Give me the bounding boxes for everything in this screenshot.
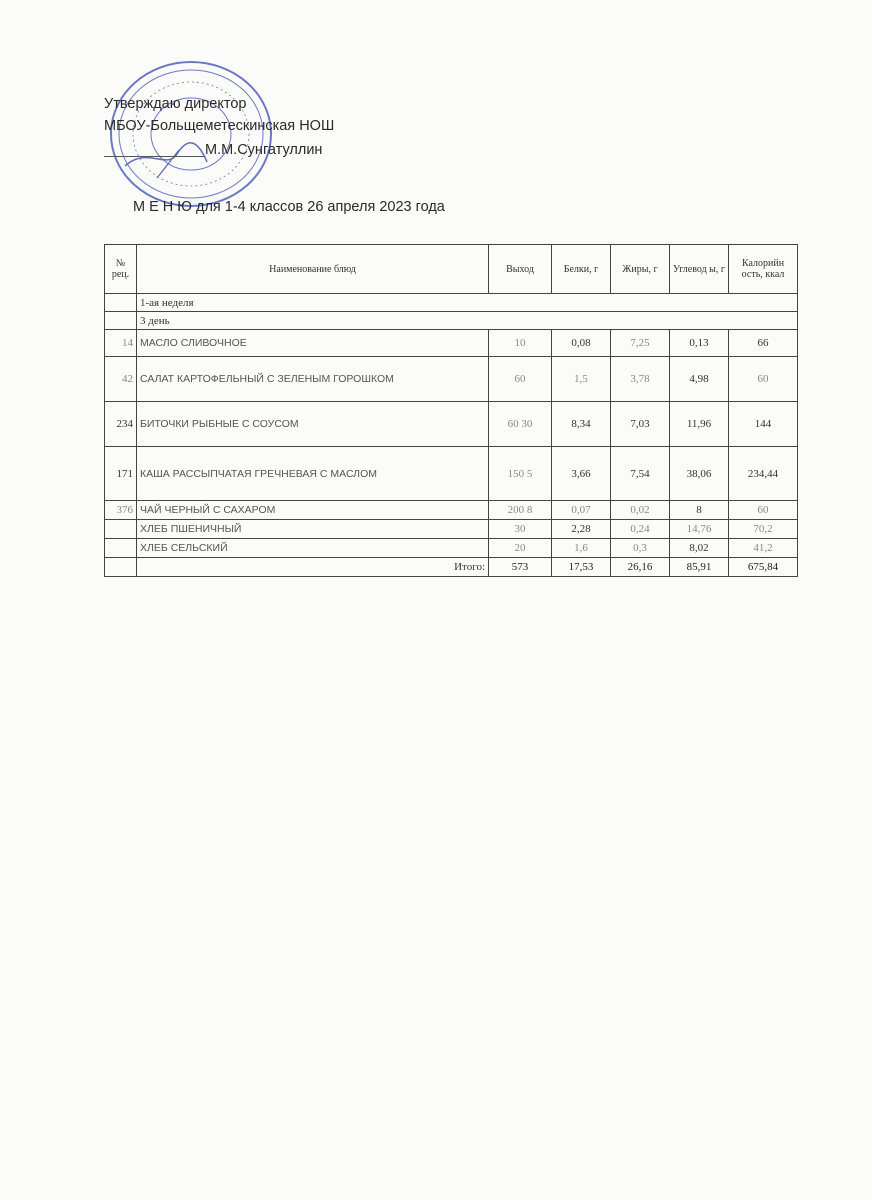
table-row xyxy=(105,330,798,357)
page-title: М Е Н Ю для 1-4 классов 26 апреля 2023 года xyxy=(133,199,445,215)
calories-value: 41,2 xyxy=(729,539,798,558)
total-row xyxy=(105,558,798,577)
carbs-value: 0,13 xyxy=(670,330,729,357)
dish-name: ХЛЕБ СЕЛЬСКИЙ xyxy=(137,539,489,558)
fat-value: 3,78 xyxy=(611,357,670,402)
carbs-value: 11,96 xyxy=(670,402,729,447)
dish-name: САЛАТ КАРТОФЕЛЬНЫЙ С ЗЕЛЕНЫМ ГОРОШКОМ xyxy=(137,357,489,402)
dish-name: ЧАЙ ЧЕРНЫЙ С САХАРОМ xyxy=(137,501,489,520)
total-calories: 675,84 xyxy=(729,558,798,577)
recipe-no xyxy=(105,520,137,539)
fat-value: 7,54 xyxy=(611,447,670,501)
table-row xyxy=(105,447,798,501)
calories-value: 60 xyxy=(729,357,798,402)
table-row xyxy=(105,357,798,402)
output-value: 200 8 xyxy=(489,501,552,520)
protein-value: 0,08 xyxy=(552,330,611,357)
protein-value: 1,6 xyxy=(552,539,611,558)
recipe-no: 234 xyxy=(105,402,137,447)
school-name: МБОУ-Больщеметескинская НОШ xyxy=(104,118,335,134)
total-output: 573 xyxy=(489,558,552,577)
week-label: 1-ая неделя xyxy=(137,294,798,312)
col-carbs: Углевод ы, г xyxy=(670,245,729,294)
recipe-no: 376 xyxy=(105,501,137,520)
protein-value: 8,34 xyxy=(552,402,611,447)
table-row xyxy=(105,501,798,520)
recipe-no xyxy=(105,539,137,558)
total-protein: 17,53 xyxy=(552,558,611,577)
fat-value: 0,02 xyxy=(611,501,670,520)
protein-value: 0,07 xyxy=(552,501,611,520)
dish-name: МАСЛО СЛИВОЧНОЕ xyxy=(137,330,489,357)
output-value: 30 xyxy=(489,520,552,539)
total-label: Итого: xyxy=(137,558,489,577)
total-carbs: 85,91 xyxy=(670,558,729,577)
recipe-no: 14 xyxy=(105,330,137,357)
col-output: Выход xyxy=(489,245,552,294)
school-seal xyxy=(107,58,275,210)
col-calories: Калорийн ость, ккал xyxy=(729,245,798,294)
fat-value: 0,3 xyxy=(611,539,670,558)
fat-value: 7,25 xyxy=(611,330,670,357)
table-row xyxy=(105,402,798,447)
dish-name: БИТОЧКИ РЫБНЫЕ С СОУСОМ xyxy=(137,402,489,447)
carbs-value: 14,76 xyxy=(670,520,729,539)
output-value: 20 xyxy=(489,539,552,558)
total-fat: 26,16 xyxy=(611,558,670,577)
col-protein: Белки, г xyxy=(552,245,611,294)
calories-value: 60 xyxy=(729,501,798,520)
fat-value: 0,24 xyxy=(611,520,670,539)
menu-table xyxy=(104,244,798,577)
calories-value: 70,2 xyxy=(729,520,798,539)
protein-value: 3,66 xyxy=(552,447,611,501)
output-value: 10 xyxy=(489,330,552,357)
day-label: 3 день xyxy=(137,312,798,330)
carbs-value: 38,06 xyxy=(670,447,729,501)
week-row xyxy=(105,294,798,312)
calories-value: 234,44 xyxy=(729,447,798,501)
director-name: М.М.Сунгатуллин xyxy=(205,142,323,158)
day-row xyxy=(105,312,798,330)
approval-line: Утверждаю директор xyxy=(104,96,247,112)
table-header-row xyxy=(105,245,798,294)
col-recipe-no: № рец. xyxy=(105,245,137,294)
protein-value: 2,28 xyxy=(552,520,611,539)
output-value: 150 5 xyxy=(489,447,552,501)
recipe-no: 171 xyxy=(105,447,137,501)
dish-name: КАША РАССЫПЧАТАЯ ГРЕЧНЕВАЯ С МАСЛОМ xyxy=(137,447,489,501)
calories-value: 66 xyxy=(729,330,798,357)
protein-value: 1,5 xyxy=(552,357,611,402)
recipe-no: 42 xyxy=(105,357,137,402)
table-row xyxy=(105,539,798,558)
calories-value: 144 xyxy=(729,402,798,447)
output-value: 60 xyxy=(489,357,552,402)
fat-value: 7,03 xyxy=(611,402,670,447)
output-value: 60 30 xyxy=(489,402,552,447)
carbs-value: 8,02 xyxy=(670,539,729,558)
carbs-value: 4,98 xyxy=(670,357,729,402)
carbs-value: 8 xyxy=(670,501,729,520)
table-row xyxy=(105,520,798,539)
dish-name: ХЛЕБ ПШЕНИЧНЫЙ xyxy=(137,520,489,539)
col-fat: Жиры, г xyxy=(611,245,670,294)
signature-line xyxy=(104,156,204,157)
col-dish-name: Наименование блюд xyxy=(137,245,489,294)
